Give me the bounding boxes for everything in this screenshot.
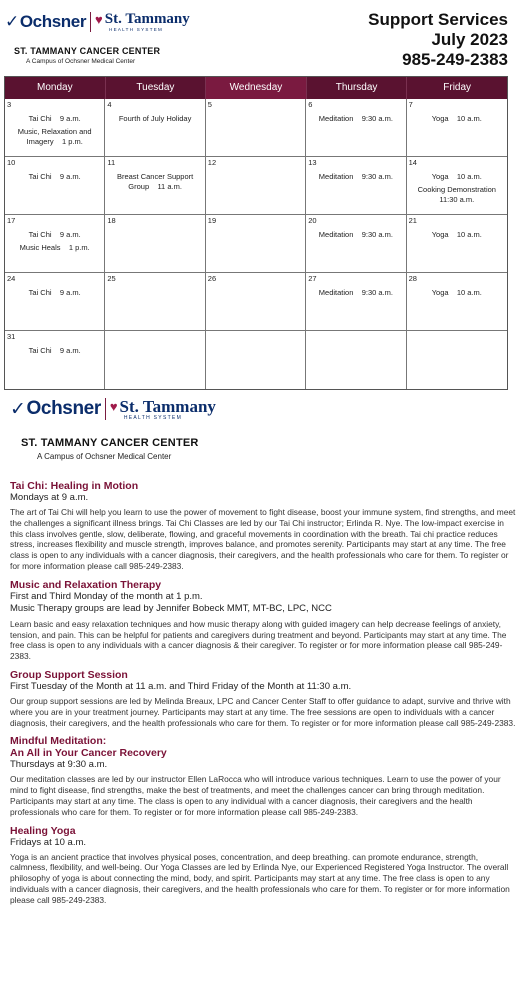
ochsner-check-icon: ✓ — [5, 12, 19, 31]
day-events — [409, 288, 505, 298]
day-events — [308, 288, 403, 298]
program-title: Music and Relaxation Therapy — [10, 578, 162, 591]
day-number: 20 — [308, 216, 317, 225]
program-schedule: First and Third Monday of the month at 1 p.m. — [10, 590, 203, 602]
program-schedule: Mondays at 9 a.m. — [10, 492, 89, 503]
calendar-day-cell — [105, 157, 205, 215]
day-events — [7, 172, 102, 182]
calendar-event: Cooking Demonstration 11:30 a.m. — [417, 185, 499, 204]
calendar-day-cell — [306, 157, 406, 215]
day-events — [308, 114, 403, 124]
day-header-friday: Friday — [443, 82, 472, 93]
day-number: 26 — [207, 274, 217, 283]
calendar — [4, 76, 508, 390]
st-tammany-logo — [95, 12, 190, 33]
day-number: 14 — [408, 158, 417, 167]
day-number: 6 — [308, 100, 313, 109]
day-events — [107, 172, 202, 192]
calendar-day-cell — [5, 215, 105, 273]
calendar-day-cell — [5, 273, 105, 331]
day-number: 28 — [408, 274, 417, 283]
calendar-day-cell — [407, 215, 507, 273]
calendar-event: Meditation 9:30 a.m. — [318, 172, 393, 181]
calendar-day-cell — [306, 273, 406, 331]
program-description: Our group support sessions are led by Melinda Breaux, LPC and Cancer Center Staff to offer guidance to adapt, survive and thrive with where you are in your treatment journey. Participants may start at any time. The free sessions are open to individuals with a cancer diagnosis, their caregivers, and the health professionals who care for them. To register or for more information please call 985-249-2383. — [10, 695, 516, 728]
day-number: 3 — [7, 100, 12, 109]
day-events — [7, 230, 102, 253]
day-events — [409, 172, 505, 205]
day-number: 13 — [308, 158, 317, 167]
calendar-event: Tai Chi 9 a.m. — [28, 288, 81, 297]
day-events — [7, 288, 102, 298]
organization-logo-lower — [10, 398, 216, 420]
day-events — [409, 230, 505, 240]
day-header-wednesday: Wednesday — [206, 77, 307, 99]
program-schedule: First Tuesday of the Month at 11 a.m. and Third Friday of the Month at 11:30 a.m. — [10, 680, 352, 692]
calendar-day-cell — [206, 157, 306, 215]
logo-divider — [105, 398, 106, 420]
day-number: 12 — [207, 158, 217, 167]
calendar-day-cell — [407, 331, 507, 389]
day-events — [107, 114, 202, 124]
program-section — [10, 579, 517, 662]
calendar-day-cell — [306, 99, 406, 157]
page-title: Support Services — [368, 10, 508, 29]
title-block — [368, 10, 508, 70]
calendar-event: Tai Chi 9 a.m. — [28, 346, 81, 355]
day-number: 31 — [7, 332, 16, 341]
center-subtitle: A Campus of Ochsner Medical Center — [26, 58, 136, 65]
calendar-day-cell — [306, 215, 406, 273]
day-header-thursday: Thursday — [307, 77, 408, 99]
ochsner-logo-text: Ochsner — [26, 398, 101, 419]
day-header-monday: Monday — [5, 77, 106, 99]
day-number: 18 — [107, 216, 116, 225]
calendar-event: Tai Chi 9 a.m. — [28, 172, 81, 181]
day-events — [308, 230, 403, 240]
day-number: 19 — [207, 216, 217, 225]
calendar-event: Fourth of July Holiday — [118, 114, 192, 123]
health-system-text: HEALTH SYSTEM — [123, 414, 183, 421]
phone-number: 985-249-2383 — [402, 50, 508, 69]
st-tammany-logo — [110, 398, 216, 421]
program-section — [10, 735, 517, 817]
day-number: 5 — [207, 100, 212, 109]
organization-logo — [5, 12, 190, 32]
program-section — [10, 825, 517, 906]
ochsner-logo — [10, 398, 101, 421]
calendar-day-cell — [105, 215, 205, 273]
calendar-event: Meditation 9:30 a.m. — [318, 288, 393, 297]
calendar-event: Yoga 10 a.m. — [431, 288, 482, 297]
calendar-day-cell — [206, 99, 306, 157]
ochsner-check-icon: ✓ — [10, 398, 26, 420]
day-events — [409, 114, 505, 124]
month-title: July 2023 — [431, 30, 508, 49]
calendar-day-cell — [306, 331, 406, 389]
program-title: Healing Yoga — [10, 824, 76, 837]
st-tammany-logo-text: St. Tammany — [104, 10, 190, 27]
health-system-text: HEALTH SYSTEM — [109, 26, 164, 32]
program-description: Learn basic and easy relaxation techniques and how music therapy along with guided imagery can help decrease feelings of anxiety, tension, and pain. This can be helpful for patients and caregivers during treatment and beyond. Participants may start at any time. The free class is open to any individuals with a cancer diagnosis & their caregiver. To register or for more information please call 985-249-2383. — [10, 618, 507, 662]
calendar-event: Yoga 10 a.m. — [431, 172, 482, 181]
day-number: 11 — [107, 158, 116, 167]
day-header-tuesday: Tuesday — [106, 77, 207, 99]
calendar-day-cell — [105, 331, 205, 389]
day-number: 4 — [107, 100, 112, 109]
calendar-day-cell — [206, 273, 306, 331]
program-list — [10, 480, 517, 913]
calendar-event: Meditation 9:30 a.m. — [318, 114, 393, 123]
center-name: ST. TAMMANY CANCER CENTER — [14, 46, 161, 56]
calendar-day-cell — [407, 157, 507, 215]
center-name: ST. TAMMANY CANCER CENTER — [21, 437, 199, 449]
program-schedule: Thursdays at 9:30 a.m. — [10, 759, 108, 771]
program-title: Group Support Session — [10, 668, 128, 681]
page-header — [0, 0, 523, 74]
center-subtitle: A Campus of Ochsner Medical Center — [37, 452, 172, 461]
calendar-event: Tai Chi 9 a.m. — [28, 230, 81, 239]
day-events — [7, 114, 102, 147]
program-description: Yoga is an ancient practice that involves physical poses, concentration, and deep breathing. can promote endurance, strength, calmness, flexibility, and well-being. Our Yoga Classes are led by Erlinda Nye, our Experienced Registered Yoga Instructor. The overall philosophy of yoga is about connecting the mind, body, and spirit. Participants may start at any time. The free class is open to any individuals with a cancer diagnosis, their caregivers, and the health professionals who care for them. To register or for more information please call 985-249-2383. — [10, 851, 510, 905]
day-number: 21 — [408, 216, 417, 225]
calendar-header — [5, 77, 507, 99]
program-section — [10, 480, 517, 572]
calendar-day-cell — [5, 157, 105, 215]
calendar-event: Yoga 10 a.m. — [431, 230, 482, 239]
program-title: Mindful Meditation: An All in Your Cancer Recovery — [10, 735, 167, 760]
calendar-event: Meditation 9:30 a.m. — [318, 230, 393, 239]
calendar-day-cell — [407, 99, 507, 157]
calendar-day-cell — [206, 215, 306, 273]
ochsner-logo — [5, 12, 86, 32]
day-number: 27 — [308, 274, 317, 283]
calendar-day-cell — [206, 331, 306, 389]
logo-divider — [90, 12, 91, 32]
day-number: 17 — [7, 216, 16, 225]
calendar-event: Yoga 10 a.m. — [431, 114, 482, 123]
calendar-event: Music Heals 1 p.m. — [19, 243, 90, 252]
calendar-day-cell — [105, 99, 205, 157]
calendar-day-cell — [105, 273, 205, 331]
day-number: 24 — [7, 274, 16, 283]
program-schedule: Fridays at 10 a.m. — [10, 836, 87, 848]
ochsner-logo-text: Ochsner — [19, 12, 87, 31]
calendar-day-cell — [407, 273, 507, 331]
calendar-grid — [5, 99, 507, 389]
day-number: 7 — [408, 100, 413, 109]
day-events — [7, 346, 102, 356]
day-number: 10 — [7, 158, 16, 167]
program-section — [10, 669, 517, 728]
program-instructor: Music Therapy groups are lead by Jennifer Bobeck MMT, MT-BC, LPC, NCC — [10, 602, 332, 614]
calendar-day-cell — [5, 99, 105, 157]
calendar-event: Tai Chi 9 a.m. — [28, 114, 81, 123]
program-title: Tai Chi: Healing in Motion — [10, 480, 139, 492]
heart-icon: ♥ — [95, 11, 103, 27]
program-description: Our meditation classes are led by our instructor Ellen LaRocca who will introduce various techniques. Learn to use the power of your mind to fight disease, find strengths, make the best of treatments, and meet the challenges cancer can bring through meditation. Participants may start at any time. The class is open to any individual with a cancer diagnosis, their caregivers and the health professionals who care for them. To register or for more information please call 985-249-2383. — [10, 774, 501, 817]
calendar-event: Music, Relaxation and Imagery 1 p.m. — [17, 127, 94, 146]
heart-icon: ♥ — [109, 398, 118, 414]
calendar-event: Breast Cancer Support Group 11 a.m. — [116, 172, 196, 191]
calendar-day-cell — [5, 331, 105, 389]
program-description: The art of Tai Chi will help you learn to use the power of movement to fight disease, boost your immune system, find strengths, and meet the challenges a significant illness brings. Tai Chi Classes are led by our Tai Chi instructor; Erlinda R. Nye. The low-impact exercise in this class involves gentle, slow, deliberate, flowing, and graceful movements in coordination with the breath. Tai chi practice reduces stress, increases flexibility and muscle strength, improves balance, and promotes serenity. Participants may start at any time. The free class is open to any individuals with a cancer diagnosis, their caregivers, and the health professionals who care for them. To register or for more information please call 985-249-2383. — [10, 507, 516, 571]
day-number: 25 — [107, 274, 116, 283]
st-tammany-logo-text: St. Tammany — [119, 396, 216, 416]
day-events — [308, 172, 403, 182]
